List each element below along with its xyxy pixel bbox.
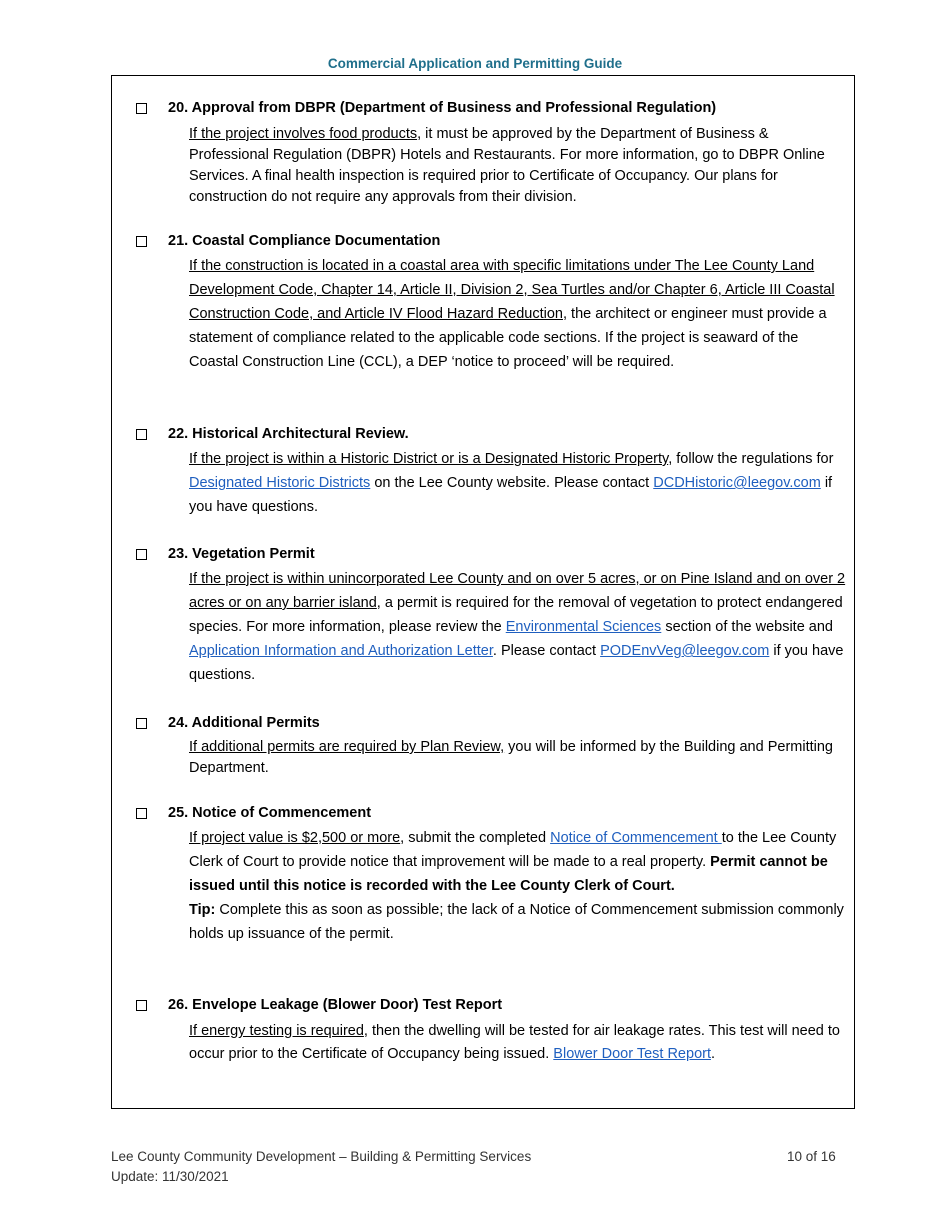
checkbox-26[interactable] <box>136 1000 147 1011</box>
checkbox-21[interactable] <box>136 236 147 247</box>
tip-text: Complete this as soon as possible; the lack of a Notice of Commencement submission commonly holds up issuance of the permit. <box>189 902 844 942</box>
checkbox-25[interactable] <box>136 808 147 819</box>
podenvveg-email-link[interactable]: PODEnvVeg@leegov.com <box>600 643 770 659</box>
condition-20: If the project involves food products <box>189 126 418 142</box>
item-body-26: If energy testing is required, then the dwelling will be tested for air leakage rates. This test will need to occur prior to the Certificate of Occupancy being issued. Blower Door Test Report. <box>189 1023 840 1062</box>
condition-25: If project value is $2,500 or more <box>189 830 401 846</box>
checkbox-22[interactable] <box>136 429 147 440</box>
item-title-21: 21. Coastal Compliance Documentation <box>168 233 441 249</box>
tip-label: Tip: <box>189 902 216 918</box>
designated-historic-districts-link[interactable]: Designated Historic Districts <box>189 475 371 491</box>
application-authorization-letter-link[interactable]: Application Information and Authorization Letter <box>189 643 493 659</box>
item-body-25: If project value is $2,500 or more, submit the completed Notice of Commencement to the Lee County Clerk of Court to provide notice that improvement will be made to a real property. Permit cannot be issued until this notice is recorded with the Lee County Clerk of Court. Tip: Complete this as soon as possible; the lack of a Notice of Commencement submission commonly holds up issuance of the permit. <box>189 830 844 942</box>
item-body-21: If the construction is located in a coastal area with specific limitations under The Lee County Land Development Code, Chapter 14, Article II, Division 2, Sea Turtles and/or Chapter 6, Article III Coastal Construction Code, and Article IV Flood Hazard Reduction, the architect or engineer must provide a statement of compliance related to the applicable code sections. If the project is seaward of the Coastal Construction Line (CCL), a DEP ‘notice to proceed’ will be required. <box>189 258 835 370</box>
condition-21: If the construction is located in a coastal area with specific limitations under The Lee County Land Development Code, Chapter 14, Article II, Division 2, Sea Turtles and/or Chapter 6, Article III Coastal Construction Code, and Article IV Flood Hazard Reduction <box>189 258 835 322</box>
dcdhistoric-email-link[interactable]: DCDHistoric@leegov.com <box>653 475 821 491</box>
environmental-sciences-link[interactable]: Environmental Sciences <box>505 619 662 635</box>
footer-update: Update: 11/30/2021 <box>111 1169 229 1184</box>
condition-26: If energy testing is required <box>189 1023 364 1039</box>
item-body-20: If the project involves food products, it must be approved by the Department of Business & Professional Regulation (DBPR) Hotels and Restaurants. For more information, go to DBPR Online Services. A final health inspection is required prior to Certificate of Occupancy. Our plans for construction do not require any approvals from their division. <box>189 126 825 205</box>
footer-info <box>111 1147 531 1187</box>
condition-22: If the project is within a Historic District or is a Designated Historic Property <box>189 451 669 467</box>
item-title-23: 23. Vegetation Permit <box>168 546 315 562</box>
item-title-24: 24. Additional Permits <box>168 715 320 731</box>
checkbox-24[interactable] <box>136 718 147 729</box>
condition-23: If the project is within unincorporated Lee County and on over 5 acres, or on Pine Island and on over 2 acres or on any barrier island <box>189 571 846 611</box>
item-title-25: 25. Notice of Commencement <box>168 805 372 821</box>
checklist-frame <box>111 75 855 1109</box>
blower-door-test-report-link[interactable]: Blower Door Test Report <box>553 1046 711 1062</box>
item-body-23: If the project is within unincorporated Lee County and on over 5 acres, or on Pine Island and on over 2 acres or on any barrier island, a permit is required for the removal of vegetation to protect endangered species. For more information, please review the Environmental Sciences section of the website and Application Information and Authorization Letter. Please contact PODEnvVeg@leegov.com if you have questions. <box>189 571 846 683</box>
item-title-20: 20. Approval from DBPR (Department of Business and Professional Regulation) <box>168 100 717 116</box>
permit-warning: Permit cannot be issued until this notice is recorded with the Lee County Clerk of Court. <box>189 854 828 894</box>
item-title-22: 22. Historical Architectural Review. <box>168 426 409 442</box>
condition-24: If additional permits are required by Plan Review, <box>189 739 505 755</box>
notice-of-commencement-link[interactable]: Notice of Commencement <box>550 830 722 846</box>
footer-org: Lee County Community Development – Building & Permitting Services <box>111 1149 532 1164</box>
item-title-26: 26. Envelope Leakage (Blower Door) Test Report <box>168 997 503 1013</box>
item-body-24: If additional permits are required by Plan Review, you will be informed by the Building and Permitting Department. <box>189 739 833 776</box>
page-number: 10 of 16 <box>787 1149 836 1164</box>
item-body-22: If the project is within a Historic District or is a Designated Historic Property, follow the regulations for Designated Historic Districts on the Lee County website. Please contact DCDHistoric@leegov.com if you have questions. <box>189 451 834 515</box>
page-header-title: Commercial Application and Permitting Guide <box>327 56 623 71</box>
checkbox-23[interactable] <box>136 549 147 560</box>
checkbox-20[interactable] <box>136 103 147 114</box>
